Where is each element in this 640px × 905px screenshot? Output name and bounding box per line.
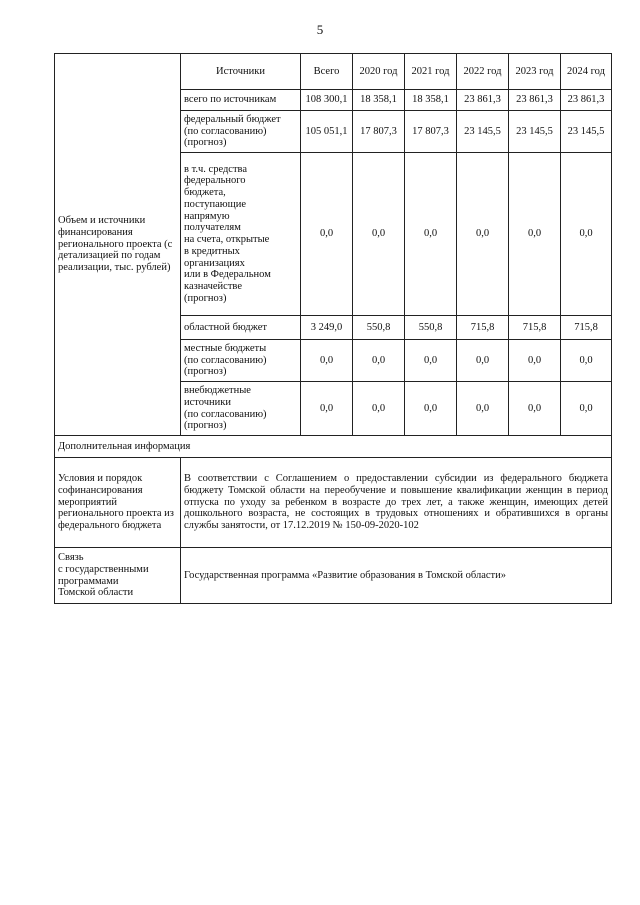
source-regional: областной бюджет: [181, 316, 301, 340]
value-cell: 0,0: [457, 382, 509, 436]
header-2022: 2022 год: [457, 54, 509, 90]
value-cell: 23 145,5: [509, 111, 561, 153]
project-table: [54, 53, 612, 604]
source-total: всего по источникам: [181, 90, 301, 111]
value-cell: 23 861,3: [509, 90, 561, 111]
programs-row: [55, 548, 612, 604]
value-cell: 18 358,1: [405, 90, 457, 111]
value-cell: 23 861,3: [561, 90, 612, 111]
value-cell: 550,8: [353, 316, 405, 340]
value-cell: 0,0: [509, 382, 561, 436]
value-cell: 715,8: [457, 316, 509, 340]
value-cell: 0,0: [405, 153, 457, 316]
programs-label: Связь с государственными программами Томской области: [55, 548, 181, 604]
value-cell: 0,0: [561, 340, 612, 382]
value-cell: 0,0: [509, 153, 561, 316]
conditions-row: [55, 458, 612, 548]
conditions-label: Условия и порядок софинансирования мероприятий регионального проекта из федерального бюджета: [55, 458, 181, 548]
header-row: [55, 54, 612, 90]
source-federal: федеральный бюджет (по согласованию) (прогноз): [181, 111, 301, 153]
additional-info-heading: Дополнительная информация: [55, 436, 612, 458]
value-cell: 0,0: [353, 382, 405, 436]
value-cell: 105 051,1: [301, 111, 353, 153]
value-cell: 0,0: [301, 382, 353, 436]
value-cell: 0,0: [405, 382, 457, 436]
header-2020: 2020 год: [353, 54, 405, 90]
page-number: 5: [316, 22, 324, 37]
header-2021: 2021 год: [405, 54, 457, 90]
value-cell: 23 861,3: [457, 90, 509, 111]
value-cell: 0,0: [561, 382, 612, 436]
value-cell: 18 358,1: [353, 90, 405, 111]
value-cell: 0,0: [457, 153, 509, 316]
value-cell: 0,0: [301, 340, 353, 382]
header-sources: Источники: [181, 54, 301, 90]
value-cell: 0,0: [353, 153, 405, 316]
value-cell: 0,0: [509, 340, 561, 382]
header-total: Всего: [301, 54, 353, 90]
value-cell: 23 145,5: [561, 111, 612, 153]
additional-info-row: [55, 436, 612, 458]
value-cell: 0,0: [301, 153, 353, 316]
source-extrabudget: внебюджетные источники (по согласованию) (прогноз): [181, 382, 301, 436]
value-cell: 550,8: [405, 316, 457, 340]
value-cell: 715,8: [561, 316, 612, 340]
value-cell: 0,0: [405, 340, 457, 382]
value-cell: 3 249,0: [301, 316, 353, 340]
value-cell: 0,0: [353, 340, 405, 382]
value-cell: 0,0: [561, 153, 612, 316]
programs-text: Государственная программа «Развитие образования в Томской области»: [181, 548, 612, 604]
value-cell: 108 300,1: [301, 90, 353, 111]
value-cell: 17 807,3: [405, 111, 457, 153]
value-cell: 0,0: [457, 340, 509, 382]
value-cell: 23 145,5: [457, 111, 509, 153]
source-federal-direct: в т.ч. средства федерального бюджета, поступающие напрямую получателям на счета, открытые в кредитных организациях или в Федеральном казначействе (прогноз): [181, 153, 301, 316]
conditions-text: В соответствии с Соглашением о предоставлении субсидии из федерального бюджета бюджету Томской области на переобучение и повышение квалификации женщин в период отпуска по уходу за ребенком в возрасте до трех лет, а также женщин, имеющих детей дошкольного возраста, не состоящих в трудовых отношениях и обратившихся в органы службы занятости, от 17.12.2019 № 150-09-2020-102: [181, 458, 612, 548]
value-cell: 715,8: [509, 316, 561, 340]
finance-label: Объем и источники финансирования регионального проекта (с детализацией по годам реализации, тыс. рублей): [55, 54, 181, 436]
header-2024: 2024 год: [561, 54, 612, 90]
value-cell: 17 807,3: [353, 111, 405, 153]
header-2023: 2023 год: [509, 54, 561, 90]
source-local: местные бюджеты (по согласованию) (прогноз): [181, 340, 301, 382]
